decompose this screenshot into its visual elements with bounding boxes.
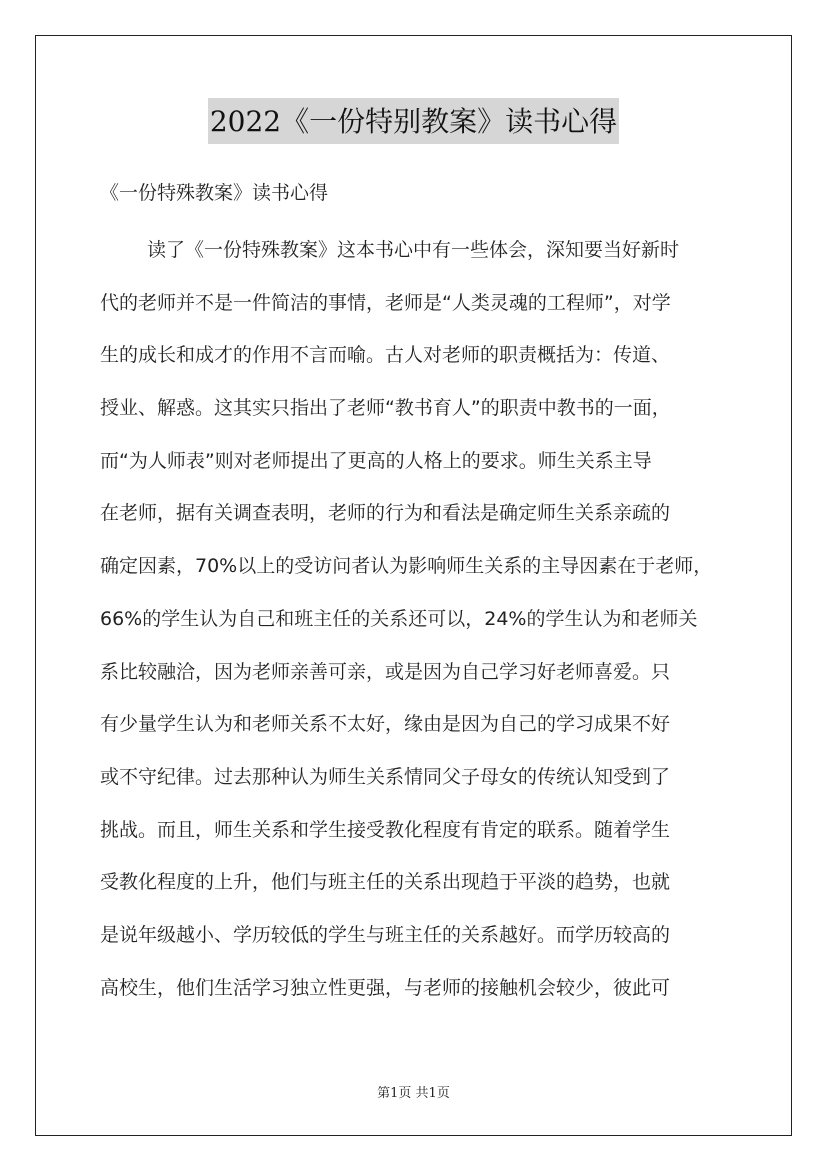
text-line: 受教化程度的上升，他们与班主任的关系出现趋于平淡的趋势，也就 xyxy=(100,871,671,894)
page-footer: 第1页 共1页 xyxy=(377,1086,450,1101)
text-line: 在老师，据有关调查表明，老师的行为和看法是确定师生关系亲疏的 xyxy=(100,502,671,525)
text-line: 而“为人师表”则对老师提出了更高的人格上的要求。师生关系主导 xyxy=(100,449,652,472)
text-line: 有少量学生认为和老师关系不太好，缘由是因为自己的学习成果不好 xyxy=(100,713,671,736)
text-line: 确定因素，70%以上的受访问者认为影响师生关系的主导因素在于老师， xyxy=(100,555,713,578)
text-line: 或不守纪律。过去那种认为师生关系情同父子母女的传统认知受到了 xyxy=(100,765,671,788)
text-line: 挑战。而且，师生关系和学生接受教化程度有肯定的联系。随着学生 xyxy=(100,818,671,841)
body-text xyxy=(100,235,724,1025)
text-line: 读了《一份特殊教案》这本书心中有一些体会，深知要当好新时 xyxy=(147,239,680,261)
text-line: 生的成长和成才的作用不言而喻。古人对老师的职责概括为：传道、 xyxy=(100,344,671,367)
text-line: 代的老师并不是一件简洁的事情，老师是“人类灵魂的工程师”，对学 xyxy=(100,291,671,314)
text-line: 66%的学生认为自己和班主任的关系还可以，24%的学生认为和老师关 xyxy=(100,607,698,630)
text-line: 高校生，他们生活学习独立性更强，与老师的接触机会较少，彼此可 xyxy=(100,976,671,999)
text-line: 授业、解惑。这其实只指出了老师“教书育人”的职责中教书的一面， xyxy=(100,397,671,420)
text-line: 系比较融洽，因为老师亲善可亲，或是因为自己学习好老师喜爱。只 xyxy=(100,660,671,683)
title-wrap xyxy=(0,98,827,144)
document-title: 2022《一份特别教案》读书心得 xyxy=(208,98,619,144)
document-subtitle: 《一份特殊教案》读书心得 xyxy=(100,182,329,204)
text-line: 是说年级越小、学历较低的学生与班主任的关系越好。而学历较高的 xyxy=(100,923,671,946)
